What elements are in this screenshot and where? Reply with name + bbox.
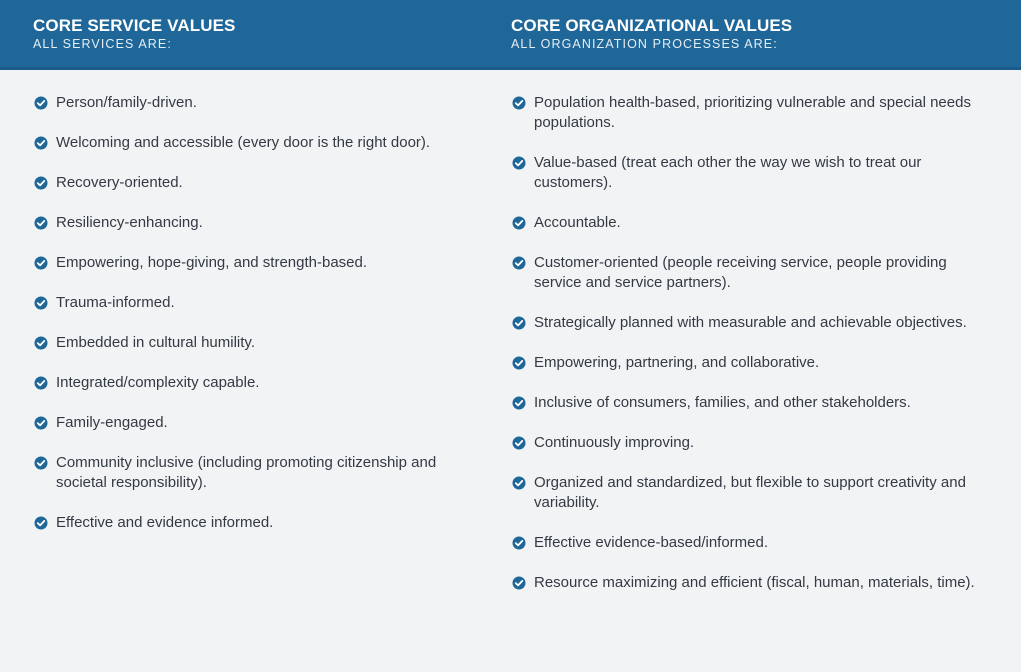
list-item [512, 213, 982, 233]
check-circle-icon [34, 216, 48, 230]
list-item-text: Empowering, partnering, and collaborative. [534, 354, 820, 371]
list-item [512, 573, 982, 593]
organizational-values-subtitle: ALL ORGANIZATION PROCESSES ARE: [511, 37, 778, 51]
check-circle-icon [34, 376, 48, 390]
check-circle-icon [512, 156, 526, 170]
check-circle-icon [512, 576, 526, 590]
organizational-values-list [512, 93, 982, 593]
organizational-values-column [512, 93, 982, 613]
service-values-subtitle: ALL SERVICES ARE: [33, 37, 172, 51]
list-item-text: Effective and evidence informed. [56, 514, 274, 531]
check-circle-icon [34, 416, 48, 430]
list-item-text: Resiliency-enhancing. [56, 214, 203, 231]
list-item-text: Recovery-oriented. [56, 174, 183, 191]
list-item-text: Customer-oriented (people receiving service, people providing service and service partners). [534, 254, 947, 291]
header-banner [0, 0, 1021, 70]
check-circle-icon [512, 356, 526, 370]
check-circle-icon [512, 536, 526, 550]
list-item [34, 373, 484, 393]
list-item [34, 253, 484, 273]
list-item-text: Welcoming and accessible (every door is the right door). [56, 134, 431, 151]
check-circle-icon [34, 96, 48, 110]
check-circle-icon [34, 456, 48, 470]
list-item [512, 393, 982, 413]
list-item-text: Empowering, hope-giving, and strength-based. [56, 254, 368, 271]
list-item [34, 453, 484, 493]
list-item-text: Value-based (treat each other the way we wish to treat our customers). [534, 154, 922, 191]
list-item [34, 173, 484, 193]
list-item [512, 153, 982, 193]
list-item-text: Embedded in cultural humility. [56, 334, 255, 351]
list-item-text: Resource maximizing and efficient (fiscal, human, materials, time). [534, 574, 975, 591]
list-item [34, 133, 484, 153]
list-item-text: Community inclusive (including promoting citizenship and societal responsibility). [56, 454, 437, 491]
list-item-text: Family-engaged. [56, 414, 168, 431]
list-item-text: Organized and standardized, but flexible to support creativity and variability. [534, 474, 966, 511]
check-circle-icon [34, 516, 48, 530]
check-circle-icon [512, 96, 526, 110]
list-item-text: Continuously improving. [534, 434, 695, 451]
list-item-text: Accountable. [534, 214, 621, 231]
organizational-values-title: CORE ORGANIZATIONAL VALUES [511, 16, 793, 35]
list-item-text: Person/family-driven. [56, 94, 197, 111]
service-values-title: CORE SERVICE VALUES [33, 16, 236, 35]
list-item-text: Trauma-informed. [56, 294, 175, 311]
service-values-header [33, 16, 235, 52]
check-circle-icon [512, 316, 526, 330]
list-item [512, 533, 982, 553]
list-item [34, 513, 484, 533]
check-circle-icon [34, 256, 48, 270]
list-item [512, 93, 982, 133]
check-circle-icon [34, 296, 48, 310]
list-item [34, 413, 484, 433]
service-values-column [34, 93, 484, 553]
list-item [512, 433, 982, 453]
list-item [34, 293, 484, 313]
list-item [512, 473, 982, 513]
list-item-text: Population health-based, prioritizing vulnerable and special needs populations. [534, 94, 971, 131]
check-circle-icon [512, 476, 526, 490]
check-circle-icon [512, 256, 526, 270]
organizational-values-header [511, 16, 792, 52]
check-circle-icon [512, 436, 526, 450]
check-circle-icon [34, 136, 48, 150]
check-circle-icon [34, 336, 48, 350]
list-item [512, 253, 982, 293]
list-item [512, 313, 982, 333]
list-item-text: Integrated/complexity capable. [56, 374, 260, 391]
list-item [34, 333, 484, 353]
check-circle-icon [512, 396, 526, 410]
check-circle-icon [34, 176, 48, 190]
list-item [34, 93, 484, 113]
list-item-text: Strategically planned with measurable and achievable objectives. [534, 314, 967, 331]
service-values-list [34, 93, 484, 533]
list-item-text: Effective evidence-based/informed. [534, 534, 769, 551]
list-item-text: Inclusive of consumers, families, and other stakeholders. [534, 394, 911, 411]
list-item [512, 353, 982, 373]
check-circle-icon [512, 216, 526, 230]
list-item [34, 213, 484, 233]
